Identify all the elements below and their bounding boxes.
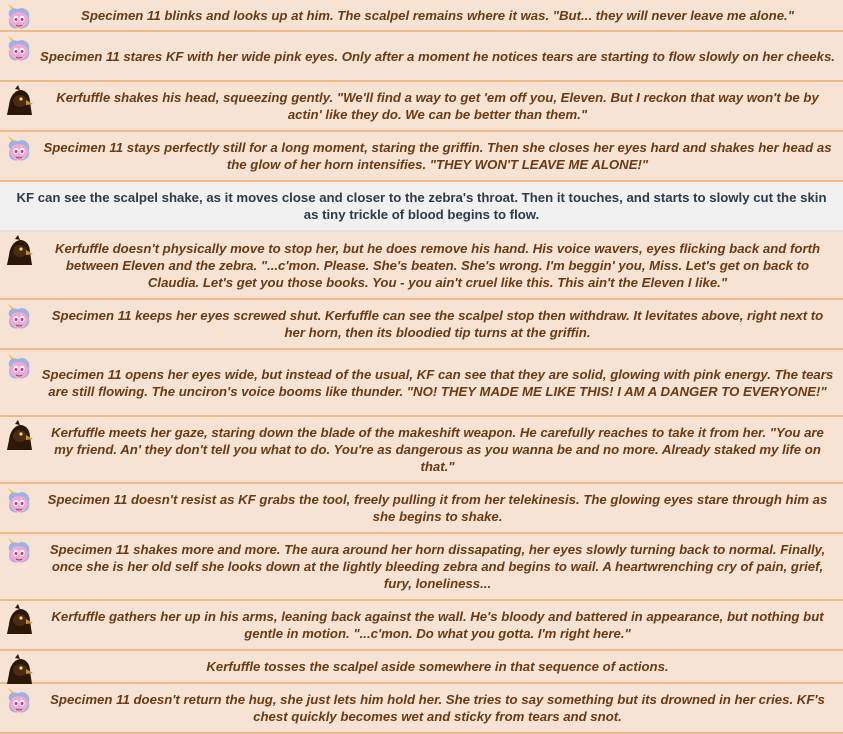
message-text: Kerfuffle shakes his head, squeezing gently. "We'll find a way to get 'em off you, Eleven. But I reckon that way won't be by actin' like they do. We can be better than them." <box>56 90 819 122</box>
message-row <box>0 32 843 82</box>
message-text: KF can see the scalpel shake, as it moves close and closer to the zebra's throat. Then it touches, and starts to slowly cut the skin as tiny trickle of blood begins to flow. <box>16 190 827 222</box>
unicorn-avatar-icon[interactable] <box>4 353 34 383</box>
griffin-avatar-icon[interactable] <box>4 85 34 115</box>
message-row <box>0 684 843 734</box>
message-row <box>0 417 843 484</box>
message-text: Specimen 11 stares KF with her wide pink eyes. Only after a moment he notices tears are starting to flow slowly on her cheeks. <box>40 48 835 64</box>
message-text: Kerfuffle doesn't physically move to stop her, but he does remove his hand. His voice wavers, eyes flicking back and forth between Eleven and the zebra. "...c'mon. Please. She's beaten. She's wrong. I'm beggin' you, Miss. Let's get on back to Claudia. Let's get you those books. You - you ain't cruel like this. This ain't the Eleven I like." <box>54 240 821 290</box>
unicorn-avatar-icon[interactable] <box>4 487 34 517</box>
griffin-avatar-icon[interactable] <box>4 604 34 634</box>
griffin-avatar-icon[interactable] <box>4 235 34 265</box>
message-text: Specimen 11 stays perfectly still for a long moment, staring the griffin. Then she closes her eyes hard and shakes her head as the glow of her horn intensifies. "THEY WON'T LEAVE ME ALONE!" <box>43 140 832 172</box>
message-text: Specimen 11 opens her eyes wide, but instead of the usual, KF can see that they are solid, glowing with pink energy. The tears are still flowing. The unciron's voice booms like thunder. "NO! THEY MADE ME LIKE THIS! I AM A DANGER TO EVERYONE!" <box>41 366 834 399</box>
message-text: Specimen 11 blinks and looks up at him. The scalpel remains where it was. "But... they will never leave me alone." <box>81 7 794 23</box>
message-row <box>0 651 843 684</box>
unicorn-avatar-icon[interactable] <box>4 135 34 165</box>
message-row <box>0 132 843 182</box>
message-text: Kerfuffle gathers her up in his arms, leaning back against the wall. He's bloody and battered in appearance, but nothing but gentle in motion. "...c'mon. Do what you gotta. I'm right here." <box>51 609 824 641</box>
message-row <box>0 601 843 651</box>
message-row <box>0 534 843 601</box>
message-text: Specimen 11 doesn't resist as KF grabs the tool, freely pulling it from her telekinesis. The glowing eyes stare through him as she begins to shake. <box>47 492 828 524</box>
unicorn-avatar-icon[interactable] <box>4 537 34 567</box>
griffin-avatar-icon[interactable] <box>4 420 34 450</box>
message-text: Kerfuffle meets her gaze, staring down the blade of the makeshift weapon. He carefully reaches to take it from her. "You are my friend. An' they don't tell you what to do. You're as dangerous as you wanna be and no more. Already staked my life on that." <box>51 425 824 474</box>
message-row <box>0 300 843 350</box>
message-row <box>0 0 843 32</box>
narration-row <box>0 182 843 232</box>
message-text: Specimen 11 doesn't return the hug, she just lets him hold her. She tries to say something but its drowned in her cries. KF's chest quickly becomes wet and sticky from tears and snot. <box>50 692 825 724</box>
unicorn-avatar-icon[interactable] <box>4 35 34 65</box>
message-row <box>0 484 843 534</box>
unicorn-avatar-icon[interactable] <box>4 687 34 717</box>
unicorn-avatar-icon[interactable] <box>4 3 34 33</box>
message-text: Specimen 11 keeps her eyes screwed shut. Kerfuffle can see the scalpel stop then withdraw. It levitates above, right next to her horn, then its bloodied tip turns at the griffin. <box>51 308 824 340</box>
message-row <box>0 350 843 417</box>
message-text: Specimen 11 shakes more and more. The aura around her horn dissapating, her eyes slowly turning back to normal. Finally, once she is her old self she looks down at the lightly bleeding zebra and begins to wail. A heartwrenching cry of pain, grief, fury, loneliness... <box>49 542 826 591</box>
message-row <box>0 82 843 132</box>
griffin-avatar-icon[interactable] <box>4 654 34 684</box>
message-row <box>0 232 843 300</box>
unicorn-avatar-icon[interactable] <box>4 303 34 333</box>
message-text: Kerfuffle tosses the scalpel aside somewhere in that sequence of actions. <box>206 659 669 674</box>
